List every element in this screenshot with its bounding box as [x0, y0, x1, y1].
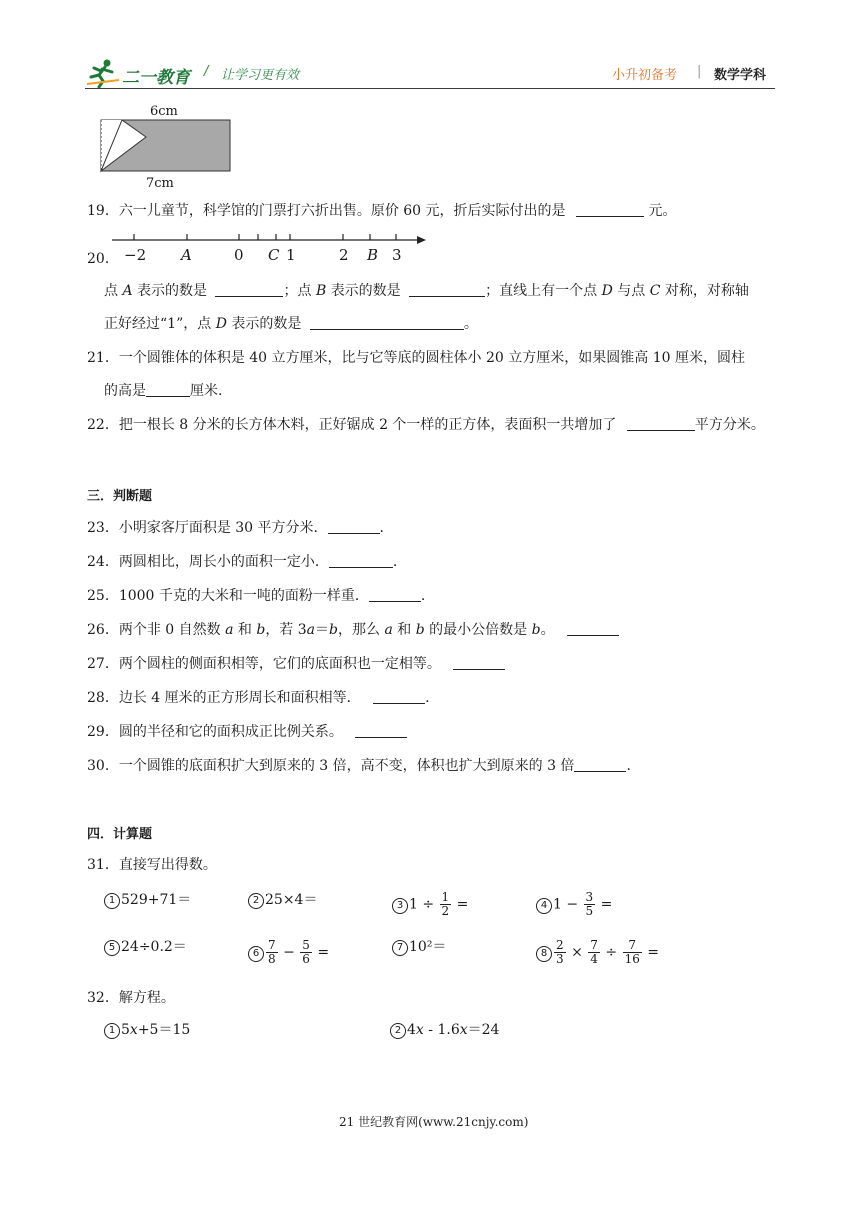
question-22: [87, 415, 765, 435]
var-a: a: [384, 622, 393, 638]
text: 25．1000 千克的大米和一吨的面粉一样重．: [87, 588, 369, 604]
footer: 21 世纪教育网(www.21cnjy.com): [339, 1115, 529, 1129]
text: .: [420, 588, 426, 604]
circled-number: 7: [392, 940, 408, 956]
folded-rectangle-figure: [100, 119, 232, 173]
var-b: b: [531, 622, 541, 638]
text: .: [425, 690, 430, 706]
calc-item-4: [536, 891, 612, 918]
figure-top-label: 6cm: [150, 104, 178, 119]
operator: ×: [571, 944, 583, 961]
slogan-separator: /: [204, 64, 209, 79]
var-D: D: [215, 316, 227, 332]
equals: =: [647, 944, 660, 961]
answer-blank[interactable]: [576, 202, 644, 217]
calc-item-1: [104, 890, 191, 910]
question-19-unit: 元。: [648, 203, 677, 219]
expression: 529+71＝: [121, 892, 192, 908]
fraction: [300, 939, 312, 966]
text: 对称，对称轴: [664, 283, 749, 299]
answer-blank[interactable]: [453, 655, 505, 670]
text: 表示的数是: [330, 283, 401, 299]
denominator: 8: [268, 952, 276, 966]
denominator: 4: [590, 952, 598, 966]
var-C: C: [649, 283, 661, 299]
question-21-line-2: [104, 381, 222, 401]
answer-blank[interactable]: [627, 416, 695, 431]
text: 和: [397, 622, 412, 638]
question-31-title: 31．直接写出得数。: [87, 857, 217, 873]
subject-label: 数学学科: [714, 68, 767, 83]
question-26: [87, 620, 619, 640]
expression: 1 ÷: [409, 896, 435, 913]
equation-1: [104, 1020, 190, 1040]
calc-item-3: [392, 891, 468, 918]
question-21-line-1: 21．一个圆锥体的体积是 40 立方厘米，比与它等底的圆柱体小 20 立方厘米，如果圆锥高 10 厘米，圆柱: [87, 350, 745, 366]
var-B: B: [315, 283, 327, 299]
tick-label-A: A: [181, 246, 192, 264]
figure-bottom-label: 7cm: [146, 176, 174, 191]
answer-blank[interactable]: [328, 519, 380, 534]
text: .: [626, 758, 631, 774]
question-23: [87, 518, 384, 538]
expression: 24÷0.2＝: [121, 939, 187, 955]
answer-blank-D[interactable]: [310, 315, 464, 330]
tick-label-0: 0: [234, 246, 244, 264]
expression: - 1.6: [423, 1022, 460, 1038]
header-separator: |: [697, 64, 702, 79]
text: ＝: [315, 622, 330, 638]
text: 平方分米。: [694, 417, 765, 433]
tick-label-B: B: [367, 246, 379, 264]
var-b: b: [329, 622, 338, 638]
text: 正好经过“1”，点: [104, 316, 212, 332]
text: 点: [104, 283, 118, 299]
question-20-line-2: [104, 314, 478, 334]
numerator: 7: [623, 939, 642, 953]
var-x: x: [415, 1022, 424, 1038]
text: 22．把一根长 8 分米的长方体木料，正好锯成 2 个一样的正方体，表面积一共增加了: [87, 417, 617, 433]
question-19: [87, 201, 676, 221]
equation-2: [390, 1020, 499, 1040]
fraction: [440, 891, 452, 918]
text: 与点: [617, 283, 646, 299]
circled-number: 5: [104, 940, 120, 956]
numerator: 3: [585, 890, 594, 904]
tick-label-2: 2: [339, 246, 349, 264]
expression: 10²＝: [409, 939, 447, 955]
answer-blank[interactable]: [355, 723, 407, 738]
fraction: [554, 939, 566, 966]
answer-blank[interactable]: [574, 757, 626, 772]
var-x: x: [459, 1022, 468, 1038]
tick-label-3: 3: [392, 246, 402, 264]
exam-label: 小升初备考: [612, 68, 678, 83]
answer-blank[interactable]: [369, 587, 421, 602]
answer-blank[interactable]: [329, 553, 393, 568]
calc-item-7: [392, 937, 446, 957]
answer-blank-B[interactable]: [409, 282, 485, 297]
expression: ＝24: [467, 1022, 500, 1038]
var-a: a: [225, 622, 234, 638]
section-4-heading: 四．计算题: [87, 827, 153, 842]
expression: +5＝15: [137, 1022, 191, 1038]
text: 。: [463, 316, 478, 332]
equals: =: [456, 896, 469, 913]
text: ，若 3: [265, 622, 307, 638]
question-32-title: 32．解方程。: [87, 990, 175, 1006]
fraction: [588, 939, 600, 966]
calc-item-2: [248, 890, 317, 910]
var-A: A: [122, 283, 133, 299]
denominator: 5: [585, 904, 594, 918]
question-20-line-1: [104, 281, 749, 301]
question-30: [87, 756, 631, 776]
text: 表示的数是: [231, 316, 302, 332]
question-25: [87, 586, 425, 606]
text: .: [392, 554, 398, 570]
runner-logo-icon: [85, 58, 121, 88]
tick-label-1: 1: [286, 246, 296, 264]
operator: −: [283, 944, 295, 961]
calc-item-5: [104, 937, 187, 957]
question-19-text: 19．六一儿童节，科学馆的门票打六折出售。原价 60 元，折后实际付出的是: [87, 203, 566, 219]
denominator: 3: [556, 952, 564, 966]
numerator: 1: [441, 890, 450, 904]
answer-blank-A[interactable]: [215, 282, 283, 297]
circled-number: 8: [536, 946, 552, 962]
number-line: [108, 228, 430, 246]
text: 的最小公倍数是: [429, 622, 528, 638]
circled-number: 6: [248, 946, 264, 962]
text: 26．两个非 0 自然数: [87, 622, 221, 638]
text: ；点: [283, 283, 312, 299]
fraction: [266, 939, 278, 966]
text: 厘米.: [190, 383, 223, 399]
fraction: [623, 939, 642, 966]
var-b: b: [256, 622, 266, 638]
text: 表示的数是: [137, 283, 208, 299]
var-D: D: [601, 283, 613, 299]
coefficient: 5: [121, 1022, 130, 1038]
numerator: 7: [590, 938, 598, 952]
slogan: 让学习更有效: [221, 68, 300, 83]
expression: 25×4＝: [265, 892, 318, 908]
question-28: [87, 688, 430, 708]
text: 24．两圆相比，周长小的面积一定小．: [87, 554, 329, 570]
question-27: [87, 654, 505, 674]
question-29: [87, 722, 407, 742]
operator: ÷: [605, 944, 618, 961]
answer-blank[interactable]: [146, 382, 190, 397]
text: .: [379, 520, 384, 536]
circled-number: 1: [104, 893, 120, 909]
var-b: b: [415, 622, 425, 638]
var-a: a: [306, 622, 316, 638]
denominator: 6: [302, 952, 310, 966]
expression: 1 −: [553, 896, 579, 913]
text: ，那么: [338, 622, 380, 638]
circled-number: 1: [104, 1023, 120, 1039]
tick-label-C: C: [268, 246, 280, 264]
text: ；直线上有一个点: [485, 283, 598, 299]
numerator: 2: [556, 938, 564, 952]
equals: =: [317, 944, 330, 961]
fraction: [584, 891, 596, 918]
var-x: x: [129, 1022, 138, 1038]
calc-item-8: [536, 939, 659, 966]
coefficient: 4: [407, 1022, 416, 1038]
calc-item-6: [248, 939, 329, 966]
text: 的高是: [104, 383, 146, 399]
denominator: 16: [624, 952, 640, 966]
question-24: [87, 552, 397, 572]
text: 29．圆的半径和它的面积成正比例关系。: [87, 724, 343, 740]
circled-number: 2: [248, 893, 264, 909]
circled-number: 3: [392, 898, 408, 914]
numerator: 5: [302, 938, 310, 952]
equals: =: [600, 896, 613, 913]
section-3-heading: 三．判断题: [87, 489, 153, 504]
text: 27．两个圆柱的侧面积相等，它们的底面积也一定相等。: [87, 656, 441, 672]
text: 23．小明家客厅面积是 30 平方分米．: [87, 520, 328, 536]
header-rule: [85, 88, 775, 89]
circled-number: 2: [390, 1023, 406, 1039]
text: 30．一个圆锥的底面积扩大到原来的 3 倍，高不变，体积也扩大到原来的 3 倍: [87, 758, 575, 774]
question-20-number: 20．: [87, 251, 119, 267]
tick-label-minus2: −2: [124, 246, 147, 264]
answer-blank[interactable]: [567, 621, 619, 636]
text: 和: [237, 622, 252, 638]
circled-number: 4: [536, 898, 552, 914]
logo-text: 二一教育: [122, 68, 190, 88]
denominator: 2: [441, 904, 450, 918]
numerator: 7: [268, 938, 276, 952]
text: 。: [540, 622, 555, 638]
text: 28．边长 4 厘米的正方形周长和面积相等．: [87, 690, 361, 706]
answer-blank[interactable]: [373, 689, 425, 704]
